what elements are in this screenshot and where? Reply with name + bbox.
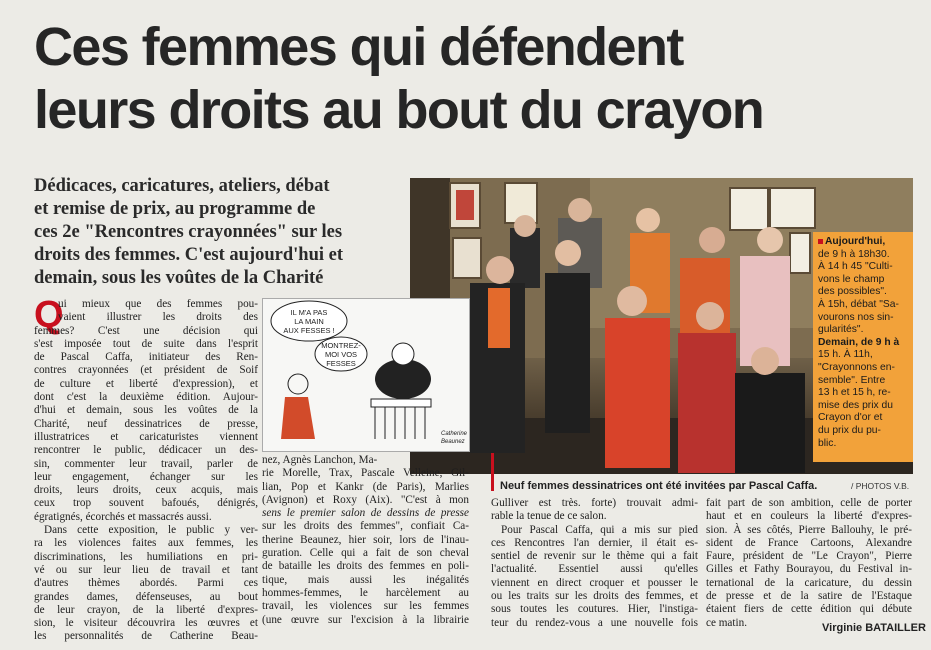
text-line: lian, Pop et Kankr (de Paris), Marlies — [262, 480, 469, 493]
text-line: d'autres thèmes abordés. Parmi ces — [34, 577, 258, 590]
cartoon-illustration — [263, 299, 469, 451]
cartoon-drawing — [262, 298, 470, 452]
headline-line: Ces femmes qui défendent — [34, 17, 683, 77]
text-line: therine Beaunez, hier soir, lors de l'inau- — [262, 533, 469, 546]
text-line: sous toutes les coutures. Hier, l'instiga- — [491, 603, 698, 616]
text-line: ternational de la caricature, du dessin — [706, 576, 912, 589]
text-line: teur du rendez-vous a une nouvelle fois — [491, 616, 698, 629]
text-line: ui mieux que des femmes pou- — [58, 298, 258, 310]
text-line: de presse et de la satire de l'Estaque — [706, 590, 912, 603]
infobox-line: des possibles". — [818, 286, 887, 298]
headline-line: leurs droits au bout du crayon — [34, 80, 764, 140]
text-line: hommes-femmes, le harcèlement au — [262, 586, 469, 599]
text-line: sens le premier salon de dessins de presse — [262, 507, 469, 520]
text-line: leur engagement, échanger sur les — [34, 470, 258, 483]
text-line: ce matin. — [706, 616, 748, 629]
text-line: (Avignon) et Roxy (Aix). "C'est à mon — [262, 493, 469, 506]
author-signature: Virginie BATAILLER — [822, 622, 926, 634]
text-line: contres crayonnées (et président de Soif — [34, 364, 258, 377]
infobox-line: 15 h. À 11h, — [818, 349, 873, 361]
lead-line: et remise de prix, au programme de — [34, 199, 316, 219]
infobox-line: du prix du pu- — [818, 424, 881, 436]
lead-line: demain, sous les voûtes de la Charité — [34, 268, 324, 288]
text-line: droits, leurs droits, ceux acquis, mais — [34, 484, 258, 497]
text-line: Gulliver est très. forte) trouvait admi- — [491, 497, 698, 509]
speech-bubble-text: LA MAIN — [294, 317, 324, 326]
speech-bubble-text: MONTREZ- — [321, 341, 361, 350]
text-line: rie Morelle, Trax, Pascale Velleine, Gil- — [262, 467, 469, 480]
lead-line: droits des femmes. C'est aujourd'hui et — [34, 245, 344, 265]
infobox-line: Demain, de 9 h à — [818, 336, 900, 348]
infobox-line: vons le champ — [818, 273, 885, 285]
text-line: sur les droits des femmes", confiait Ca- — [262, 520, 469, 533]
text-line: ceux trop souvent bafoués, dénigrés, — [34, 497, 258, 510]
infobox-line: mise des prix du — [818, 399, 893, 411]
text-line: vé ou sur leur lieu de travail et tant — [34, 563, 258, 576]
photo-caption: Neuf femmes dessinatrices ont été invitées par Pascal Caffa. — [500, 480, 818, 492]
text-line: vaient illustrer les droits des — [58, 311, 258, 324]
text-line: étaient fiers de cette édition qui débute — [706, 603, 912, 616]
bullet-square-icon — [818, 239, 823, 244]
text-line: femmes? C'est une décision qui — [34, 324, 258, 337]
lead-line: ces 2e "Rencontres crayonnées" sur les — [34, 222, 343, 242]
cartoon-signature: Catherine — [441, 431, 468, 437]
cartoon-signature: Beaunez — [441, 439, 465, 445]
text-line: Charité, neuf dessinatrices de presse, — [34, 417, 258, 430]
text-line: de bataille les droits des femmes en poli- — [262, 560, 469, 573]
text-line: discriminations, les humiliations en pri- — [34, 550, 258, 563]
text-line: grandes dames, défenseuses, au bout — [34, 590, 258, 603]
text-line: de culture et liberté d'expression), et — [34, 377, 258, 390]
text-line: sident de France Cartoons, Alexandre — [706, 536, 912, 549]
text-line: fait part de son ambition, celle de porter — [706, 497, 912, 509]
infobox-line: vourons nos sin- — [818, 311, 894, 323]
lead-paragraph — [34, 175, 406, 290]
infobox-line: Aujourd'hui, — [818, 236, 908, 249]
schedule-infobox — [813, 232, 913, 462]
article-column-1 — [34, 294, 258, 644]
infobox-line: À 14 h 45 "Culti- — [818, 261, 893, 273]
text-line: Faure, président de "Le Crayon", Pierre — [706, 550, 912, 563]
text-line: de Pascal Caffa, initiateur des Ren- — [34, 351, 258, 364]
text-line: l'actualité. Essentiel aussi qu'elles — [491, 563, 698, 576]
text-line: les personnalités de Catherine Beau- — [34, 630, 258, 643]
infobox-line: blic. — [818, 437, 837, 449]
text-line: haut et en couleurs la liberté d'expres- — [706, 510, 912, 523]
text-line: Pour Pascal Caffa, qui a mis sur pied — [501, 523, 698, 536]
headline — [34, 16, 914, 142]
text-line: sin, commenter leur travail, parler de — [34, 457, 258, 470]
speech-bubble-text: AUX FESSES ! — [283, 326, 335, 335]
infobox-line: Crayon d'or et — [818, 412, 883, 424]
infobox-line: gularités". — [818, 324, 864, 336]
drop-cap: Q — [34, 294, 64, 336]
text-line: nez, Agnès Lanchon, Ma- — [262, 454, 378, 466]
text-line: viennent en direct croquer et pousser le — [491, 576, 698, 589]
infobox-line: de 9 h à 18h30. — [818, 248, 890, 260]
article-column-2 — [262, 454, 469, 627]
text-line: travail, les violences sur les femmes — [262, 600, 469, 613]
article-column-4 — [706, 497, 912, 630]
text-line: dont c'est la deuxième édition. Aujour- — [34, 391, 258, 404]
speech-bubble-text: FESSES — [326, 359, 356, 368]
text-line: rencontrer le public, dédicacer un des- — [34, 444, 258, 457]
lead-line: Dédicaces, caricatures, ateliers, débat — [34, 176, 330, 196]
infobox-line: 13 h et 15 h, re- — [818, 387, 891, 399]
speech-bubble-text: IL M'A PAS — [290, 308, 328, 317]
text-line: ou les traits sur les droits des femmes, et — [491, 590, 698, 603]
text-line: sentiel de revenir sur le thème qui a fait — [491, 550, 698, 563]
infobox-line: semble". Entre — [818, 374, 886, 386]
caption-marker — [491, 453, 494, 491]
text-line: ra les violences faites aux femmes, les — [34, 537, 258, 550]
speech-bubble-text: MOI VOS — [324, 350, 358, 359]
text-line: égratignés, écorchés et massacrés aussi. — [34, 510, 212, 523]
article-column-3 — [491, 497, 698, 630]
text-line: Gilles et Fathy Bourayou, du Festival in- — [706, 563, 912, 576]
text-line: Dans cette exposition, le public y ver- — [44, 524, 258, 537]
photo-credit: / PHOTOS V.B. — [851, 481, 910, 491]
text-line: s'est imposée tout de suite dans l'esprit — [34, 337, 258, 350]
text-line: (une œuvre sur l'excision à la librairie — [262, 613, 469, 626]
infobox-line: "Crayonnons en- — [818, 361, 895, 373]
text-line: d'hui et demain, sous les voûtes de la — [34, 404, 258, 417]
infobox-line: À 15h, débat "Sa- — [818, 298, 899, 310]
text-line: sion, le visiteur découvrira les œuvres et — [34, 617, 258, 630]
text-line: ces Rencontres l'an dernier, il était es- — [491, 536, 698, 549]
text-line: sion. À ses côtés, Pierre Ballouhy, le pré- — [706, 523, 912, 536]
text-line: tique, mais aussi les inégalités — [262, 573, 469, 586]
text-line: illustratrices et caricaturistes viennent — [34, 430, 258, 443]
text-line: rable la tenue de ce salon. — [491, 510, 607, 523]
text-line: de leur crayon, de la liberté d'expres- — [34, 603, 258, 616]
text-line: guration. Celle qui a fait de son cheval — [262, 547, 469, 560]
